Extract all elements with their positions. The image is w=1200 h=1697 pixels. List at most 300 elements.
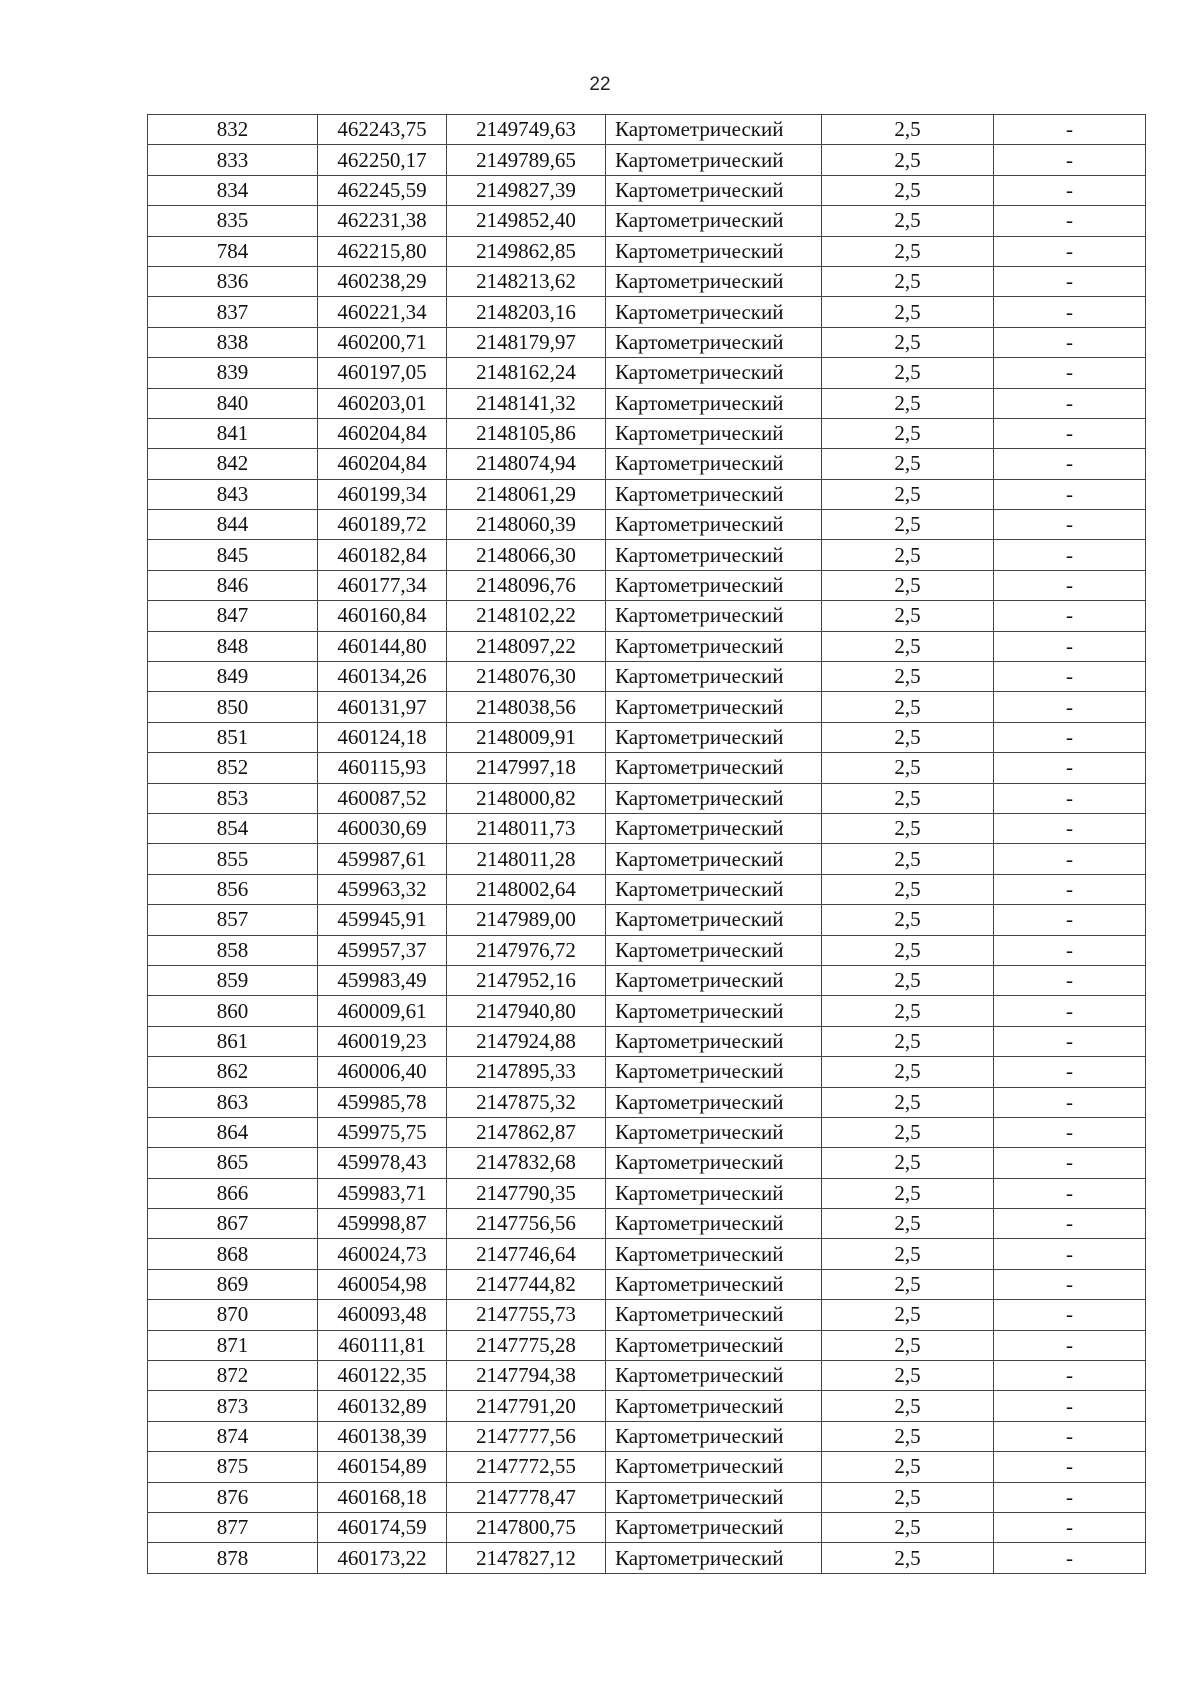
- accuracy-cell: 2,5: [822, 905, 994, 935]
- y-coordinate-cell: 2148061,29: [447, 479, 606, 509]
- point-number-cell: 854: [148, 813, 318, 843]
- method-cell: Картометрический: [606, 297, 822, 327]
- table-row: [148, 570, 1146, 600]
- note-cell: -: [994, 965, 1146, 995]
- note-cell: -: [994, 1300, 1146, 1330]
- x-coordinate-cell: 459945,91: [318, 905, 447, 935]
- point-number-cell: 855: [148, 844, 318, 874]
- x-coordinate-cell: 460204,84: [318, 449, 447, 479]
- y-coordinate-cell: 2148096,76: [447, 570, 606, 600]
- note-cell: -: [994, 1026, 1146, 1056]
- point-number-cell: 865: [148, 1148, 318, 1178]
- point-number-cell: 858: [148, 935, 318, 965]
- table-row: [148, 175, 1146, 205]
- y-coordinate-cell: 2148203,16: [447, 297, 606, 327]
- y-coordinate-cell: 2147827,12: [447, 1543, 606, 1573]
- table-row: [148, 145, 1146, 175]
- accuracy-cell: 2,5: [822, 722, 994, 752]
- table-row: [148, 935, 1146, 965]
- table-row: [148, 1452, 1146, 1482]
- method-cell: Картометрический: [606, 1178, 822, 1208]
- point-number-cell: 835: [148, 206, 318, 236]
- note-cell: -: [994, 327, 1146, 357]
- x-coordinate-cell: 462243,75: [318, 115, 447, 145]
- y-coordinate-cell: 2148179,97: [447, 327, 606, 357]
- x-coordinate-cell: 460006,40: [318, 1057, 447, 1087]
- accuracy-cell: 2,5: [822, 1512, 994, 1542]
- y-coordinate-cell: 2147756,56: [447, 1209, 606, 1239]
- y-coordinate-cell: 2148002,64: [447, 874, 606, 904]
- point-number-cell: 876: [148, 1482, 318, 1512]
- method-cell: Картометрический: [606, 874, 822, 904]
- point-number-cell: 845: [148, 540, 318, 570]
- y-coordinate-cell: 2147772,55: [447, 1452, 606, 1482]
- method-cell: Картометрический: [606, 418, 822, 448]
- point-number-cell: 860: [148, 996, 318, 1026]
- note-cell: -: [994, 1087, 1146, 1117]
- accuracy-cell: 2,5: [822, 692, 994, 722]
- x-coordinate-cell: 460138,39: [318, 1421, 447, 1451]
- point-number-cell: 836: [148, 266, 318, 296]
- y-coordinate-cell: 2148074,94: [447, 449, 606, 479]
- accuracy-cell: 2,5: [822, 813, 994, 843]
- method-cell: Картометрический: [606, 510, 822, 540]
- point-number-cell: 851: [148, 722, 318, 752]
- accuracy-cell: 2,5: [822, 327, 994, 357]
- accuracy-cell: 2,5: [822, 1543, 994, 1573]
- x-coordinate-cell: 460024,73: [318, 1239, 447, 1269]
- x-coordinate-cell: 459998,87: [318, 1209, 447, 1239]
- method-cell: Картометрический: [606, 1361, 822, 1391]
- coordinates-table: [147, 114, 1146, 1574]
- note-cell: -: [994, 266, 1146, 296]
- x-coordinate-cell: 459978,43: [318, 1148, 447, 1178]
- table-row: [148, 236, 1146, 266]
- table-row: [148, 266, 1146, 296]
- x-coordinate-cell: 460197,05: [318, 358, 447, 388]
- accuracy-cell: 2,5: [822, 206, 994, 236]
- x-coordinate-cell: 460154,89: [318, 1452, 447, 1482]
- table-row: [148, 722, 1146, 752]
- method-cell: Картометрический: [606, 1482, 822, 1512]
- point-number-cell: 848: [148, 631, 318, 661]
- table-row: [148, 1330, 1146, 1360]
- table-row: [148, 965, 1146, 995]
- point-number-cell: 840: [148, 388, 318, 418]
- note-cell: -: [994, 844, 1146, 874]
- point-number-cell: 850: [148, 692, 318, 722]
- table-row: [148, 631, 1146, 661]
- x-coordinate-cell: 460200,71: [318, 327, 447, 357]
- note-cell: -: [994, 1239, 1146, 1269]
- x-coordinate-cell: 460087,52: [318, 783, 447, 813]
- y-coordinate-cell: 2148000,82: [447, 783, 606, 813]
- accuracy-cell: 2,5: [822, 965, 994, 995]
- point-number-cell: 784: [148, 236, 318, 266]
- y-coordinate-cell: 2147794,38: [447, 1361, 606, 1391]
- point-number-cell: 833: [148, 145, 318, 175]
- point-number-cell: 877: [148, 1512, 318, 1542]
- x-coordinate-cell: 460093,48: [318, 1300, 447, 1330]
- point-number-cell: 843: [148, 479, 318, 509]
- point-number-cell: 873: [148, 1391, 318, 1421]
- point-number-cell: 841: [148, 418, 318, 448]
- accuracy-cell: 2,5: [822, 570, 994, 600]
- note-cell: -: [994, 479, 1146, 509]
- point-number-cell: 861: [148, 1026, 318, 1056]
- y-coordinate-cell: 2147790,35: [447, 1178, 606, 1208]
- point-number-cell: 842: [148, 449, 318, 479]
- x-coordinate-cell: 460115,93: [318, 753, 447, 783]
- point-number-cell: 838: [148, 327, 318, 357]
- x-coordinate-cell: 460009,61: [318, 996, 447, 1026]
- method-cell: Картометрический: [606, 1512, 822, 1542]
- point-number-cell: 832: [148, 115, 318, 145]
- note-cell: -: [994, 1391, 1146, 1421]
- table-row: [148, 662, 1146, 692]
- y-coordinate-cell: 2147875,32: [447, 1087, 606, 1117]
- method-cell: Картометрический: [606, 631, 822, 661]
- table-row: [148, 358, 1146, 388]
- table-row: [148, 1178, 1146, 1208]
- x-coordinate-cell: 462250,17: [318, 145, 447, 175]
- method-cell: Картометрический: [606, 1330, 822, 1360]
- table-row: [148, 783, 1146, 813]
- x-coordinate-cell: 460111,81: [318, 1330, 447, 1360]
- table-row: [148, 692, 1146, 722]
- table-row: [148, 1512, 1146, 1542]
- method-cell: Картометрический: [606, 1452, 822, 1482]
- y-coordinate-cell: 2147744,82: [447, 1269, 606, 1299]
- y-coordinate-cell: 2148009,91: [447, 722, 606, 752]
- accuracy-cell: 2,5: [822, 145, 994, 175]
- x-coordinate-cell: 459985,78: [318, 1087, 447, 1117]
- accuracy-cell: 2,5: [822, 1057, 994, 1087]
- method-cell: Картометрический: [606, 1269, 822, 1299]
- method-cell: Картометрический: [606, 115, 822, 145]
- x-coordinate-cell: 459983,71: [318, 1178, 447, 1208]
- accuracy-cell: 2,5: [822, 631, 994, 661]
- point-number-cell: 871: [148, 1330, 318, 1360]
- method-cell: Картометрический: [606, 1209, 822, 1239]
- point-number-cell: 866: [148, 1178, 318, 1208]
- method-cell: Картометрический: [606, 327, 822, 357]
- y-coordinate-cell: 2147997,18: [447, 753, 606, 783]
- point-number-cell: 857: [148, 905, 318, 935]
- y-coordinate-cell: 2147778,47: [447, 1482, 606, 1512]
- note-cell: -: [994, 1452, 1146, 1482]
- table-row: [148, 905, 1146, 935]
- note-cell: -: [994, 813, 1146, 843]
- note-cell: -: [994, 1117, 1146, 1147]
- table-row: [148, 115, 1146, 145]
- x-coordinate-cell: 460019,23: [318, 1026, 447, 1056]
- table-row: [148, 1057, 1146, 1087]
- point-number-cell: 853: [148, 783, 318, 813]
- x-coordinate-cell: 460204,84: [318, 418, 447, 448]
- note-cell: -: [994, 1421, 1146, 1451]
- table-row: [148, 206, 1146, 236]
- point-number-cell: 834: [148, 175, 318, 205]
- method-cell: Картометрический: [606, 996, 822, 1026]
- table-row: [148, 1026, 1146, 1056]
- y-coordinate-cell: 2147952,16: [447, 965, 606, 995]
- y-coordinate-cell: 2147791,20: [447, 1391, 606, 1421]
- accuracy-cell: 2,5: [822, 1026, 994, 1056]
- y-coordinate-cell: 2149827,39: [447, 175, 606, 205]
- y-coordinate-cell: 2148097,22: [447, 631, 606, 661]
- note-cell: -: [994, 1330, 1146, 1360]
- y-coordinate-cell: 2148105,86: [447, 418, 606, 448]
- y-coordinate-cell: 2148060,39: [447, 510, 606, 540]
- method-cell: Картометрический: [606, 1057, 822, 1087]
- note-cell: -: [994, 996, 1146, 1026]
- accuracy-cell: 2,5: [822, 601, 994, 631]
- note-cell: -: [994, 206, 1146, 236]
- y-coordinate-cell: 2147775,28: [447, 1330, 606, 1360]
- y-coordinate-cell: 2148102,22: [447, 601, 606, 631]
- x-coordinate-cell: 460182,84: [318, 540, 447, 570]
- table-row: [148, 1087, 1146, 1117]
- note-cell: -: [994, 418, 1146, 448]
- note-cell: -: [994, 1178, 1146, 1208]
- y-coordinate-cell: 2147777,56: [447, 1421, 606, 1451]
- method-cell: Картометрический: [606, 570, 822, 600]
- method-cell: Картометрический: [606, 601, 822, 631]
- x-coordinate-cell: 460173,22: [318, 1543, 447, 1573]
- table-row: [148, 1482, 1146, 1512]
- accuracy-cell: 2,5: [822, 510, 994, 540]
- x-coordinate-cell: 460030,69: [318, 813, 447, 843]
- table-row: [148, 1391, 1146, 1421]
- y-coordinate-cell: 2148011,73: [447, 813, 606, 843]
- accuracy-cell: 2,5: [822, 1117, 994, 1147]
- table-body: [148, 115, 1146, 1574]
- y-coordinate-cell: 2148076,30: [447, 662, 606, 692]
- method-cell: Картометрический: [606, 1026, 822, 1056]
- method-cell: Картометрический: [606, 783, 822, 813]
- method-cell: Картометрический: [606, 1543, 822, 1573]
- y-coordinate-cell: 2148066,30: [447, 540, 606, 570]
- note-cell: -: [994, 874, 1146, 904]
- note-cell: -: [994, 631, 1146, 661]
- note-cell: -: [994, 236, 1146, 266]
- method-cell: Картометрический: [606, 449, 822, 479]
- table-row: [148, 1117, 1146, 1147]
- accuracy-cell: 2,5: [822, 1269, 994, 1299]
- table-row: [148, 813, 1146, 843]
- table-row: [148, 1361, 1146, 1391]
- note-cell: -: [994, 1512, 1146, 1542]
- accuracy-cell: 2,5: [822, 1209, 994, 1239]
- table-row: [148, 297, 1146, 327]
- y-coordinate-cell: 2147989,00: [447, 905, 606, 935]
- note-cell: -: [994, 783, 1146, 813]
- table-row: [148, 479, 1146, 509]
- method-cell: Картометрический: [606, 935, 822, 965]
- note-cell: -: [994, 540, 1146, 570]
- point-number-cell: 844: [148, 510, 318, 540]
- method-cell: Картометрический: [606, 540, 822, 570]
- note-cell: -: [994, 358, 1146, 388]
- accuracy-cell: 2,5: [822, 388, 994, 418]
- table-row: [148, 418, 1146, 448]
- note-cell: -: [994, 662, 1146, 692]
- table-row: [148, 388, 1146, 418]
- y-coordinate-cell: 2147862,87: [447, 1117, 606, 1147]
- accuracy-cell: 2,5: [822, 479, 994, 509]
- method-cell: Картометрический: [606, 1117, 822, 1147]
- method-cell: Картометрический: [606, 813, 822, 843]
- accuracy-cell: 2,5: [822, 540, 994, 570]
- method-cell: Картометрический: [606, 175, 822, 205]
- table-row: [148, 1543, 1146, 1573]
- note-cell: -: [994, 753, 1146, 783]
- point-number-cell: 839: [148, 358, 318, 388]
- note-cell: -: [994, 175, 1146, 205]
- x-coordinate-cell: 459957,37: [318, 935, 447, 965]
- table-row: [148, 449, 1146, 479]
- point-number-cell: 868: [148, 1239, 318, 1269]
- table-row: [148, 327, 1146, 357]
- method-cell: Картометрический: [606, 965, 822, 995]
- x-coordinate-cell: 460177,34: [318, 570, 447, 600]
- y-coordinate-cell: 2149789,65: [447, 145, 606, 175]
- table-row: [148, 1421, 1146, 1451]
- note-cell: -: [994, 388, 1146, 418]
- note-cell: -: [994, 1209, 1146, 1239]
- note-cell: -: [994, 297, 1146, 327]
- table-row: [148, 1239, 1146, 1269]
- method-cell: Картометрический: [606, 1300, 822, 1330]
- note-cell: -: [994, 570, 1146, 600]
- accuracy-cell: 2,5: [822, 266, 994, 296]
- y-coordinate-cell: 2147746,64: [447, 1239, 606, 1269]
- table-row: [148, 753, 1146, 783]
- table-row: [148, 1300, 1146, 1330]
- accuracy-cell: 2,5: [822, 874, 994, 904]
- accuracy-cell: 2,5: [822, 1148, 994, 1178]
- table-row: [148, 540, 1146, 570]
- x-coordinate-cell: 460131,97: [318, 692, 447, 722]
- method-cell: Картометрический: [606, 1391, 822, 1421]
- point-number-cell: 875: [148, 1452, 318, 1482]
- accuracy-cell: 2,5: [822, 297, 994, 327]
- note-cell: -: [994, 1482, 1146, 1512]
- note-cell: -: [994, 510, 1146, 540]
- x-coordinate-cell: 460124,18: [318, 722, 447, 752]
- x-coordinate-cell: 460132,89: [318, 1391, 447, 1421]
- x-coordinate-cell: 460134,26: [318, 662, 447, 692]
- table-row: [148, 601, 1146, 631]
- note-cell: -: [994, 1361, 1146, 1391]
- accuracy-cell: 2,5: [822, 996, 994, 1026]
- note-cell: -: [994, 601, 1146, 631]
- x-coordinate-cell: 459987,61: [318, 844, 447, 874]
- accuracy-cell: 2,5: [822, 753, 994, 783]
- method-cell: Картометрический: [606, 722, 822, 752]
- x-coordinate-cell: 460203,01: [318, 388, 447, 418]
- accuracy-cell: 2,5: [822, 1391, 994, 1421]
- accuracy-cell: 2,5: [822, 1178, 994, 1208]
- x-coordinate-cell: 459963,32: [318, 874, 447, 904]
- x-coordinate-cell: 460174,59: [318, 1512, 447, 1542]
- y-coordinate-cell: 2147940,80: [447, 996, 606, 1026]
- x-coordinate-cell: 459975,75: [318, 1117, 447, 1147]
- table-row: [148, 844, 1146, 874]
- y-coordinate-cell: 2148141,32: [447, 388, 606, 418]
- method-cell: Картометрический: [606, 844, 822, 874]
- table-row: [148, 510, 1146, 540]
- accuracy-cell: 2,5: [822, 783, 994, 813]
- x-coordinate-cell: 460168,18: [318, 1482, 447, 1512]
- method-cell: Картометрический: [606, 905, 822, 935]
- method-cell: Картометрический: [606, 1148, 822, 1178]
- x-coordinate-cell: 460054,98: [318, 1269, 447, 1299]
- method-cell: Картометрический: [606, 1421, 822, 1451]
- accuracy-cell: 2,5: [822, 236, 994, 266]
- accuracy-cell: 2,5: [822, 935, 994, 965]
- x-coordinate-cell: 460221,34: [318, 297, 447, 327]
- accuracy-cell: 2,5: [822, 844, 994, 874]
- note-cell: -: [994, 1057, 1146, 1087]
- table-row: [148, 874, 1146, 904]
- method-cell: Картометрический: [606, 358, 822, 388]
- note-cell: -: [994, 1269, 1146, 1299]
- point-number-cell: 837: [148, 297, 318, 327]
- note-cell: -: [994, 1148, 1146, 1178]
- note-cell: -: [994, 1543, 1146, 1573]
- x-coordinate-cell: 459983,49: [318, 965, 447, 995]
- table-row: [148, 1148, 1146, 1178]
- y-coordinate-cell: 2149749,63: [447, 115, 606, 145]
- x-coordinate-cell: 460238,29: [318, 266, 447, 296]
- method-cell: Картометрический: [606, 236, 822, 266]
- accuracy-cell: 2,5: [822, 418, 994, 448]
- point-number-cell: 852: [148, 753, 318, 783]
- accuracy-cell: 2,5: [822, 1421, 994, 1451]
- method-cell: Картометрический: [606, 479, 822, 509]
- y-coordinate-cell: 2149852,40: [447, 206, 606, 236]
- accuracy-cell: 2,5: [822, 1087, 994, 1117]
- method-cell: Картометрический: [606, 145, 822, 175]
- method-cell: Картометрический: [606, 206, 822, 236]
- y-coordinate-cell: 2147976,72: [447, 935, 606, 965]
- x-coordinate-cell: 460199,34: [318, 479, 447, 509]
- point-number-cell: 849: [148, 662, 318, 692]
- point-number-cell: 847: [148, 601, 318, 631]
- table-row: [148, 1209, 1146, 1239]
- accuracy-cell: 2,5: [822, 662, 994, 692]
- x-coordinate-cell: 462215,80: [318, 236, 447, 266]
- note-cell: -: [994, 905, 1146, 935]
- x-coordinate-cell: 460189,72: [318, 510, 447, 540]
- note-cell: -: [994, 935, 1146, 965]
- y-coordinate-cell: 2148213,62: [447, 266, 606, 296]
- accuracy-cell: 2,5: [822, 1239, 994, 1269]
- accuracy-cell: 2,5: [822, 1482, 994, 1512]
- x-coordinate-cell: 460122,35: [318, 1361, 447, 1391]
- note-cell: -: [994, 145, 1146, 175]
- accuracy-cell: 2,5: [822, 1300, 994, 1330]
- page-number: 22: [589, 74, 611, 95]
- table-row: [148, 996, 1146, 1026]
- y-coordinate-cell: 2147924,88: [447, 1026, 606, 1056]
- note-cell: -: [994, 692, 1146, 722]
- x-coordinate-cell: 460160,84: [318, 601, 447, 631]
- accuracy-cell: 2,5: [822, 175, 994, 205]
- x-coordinate-cell: 460144,80: [318, 631, 447, 661]
